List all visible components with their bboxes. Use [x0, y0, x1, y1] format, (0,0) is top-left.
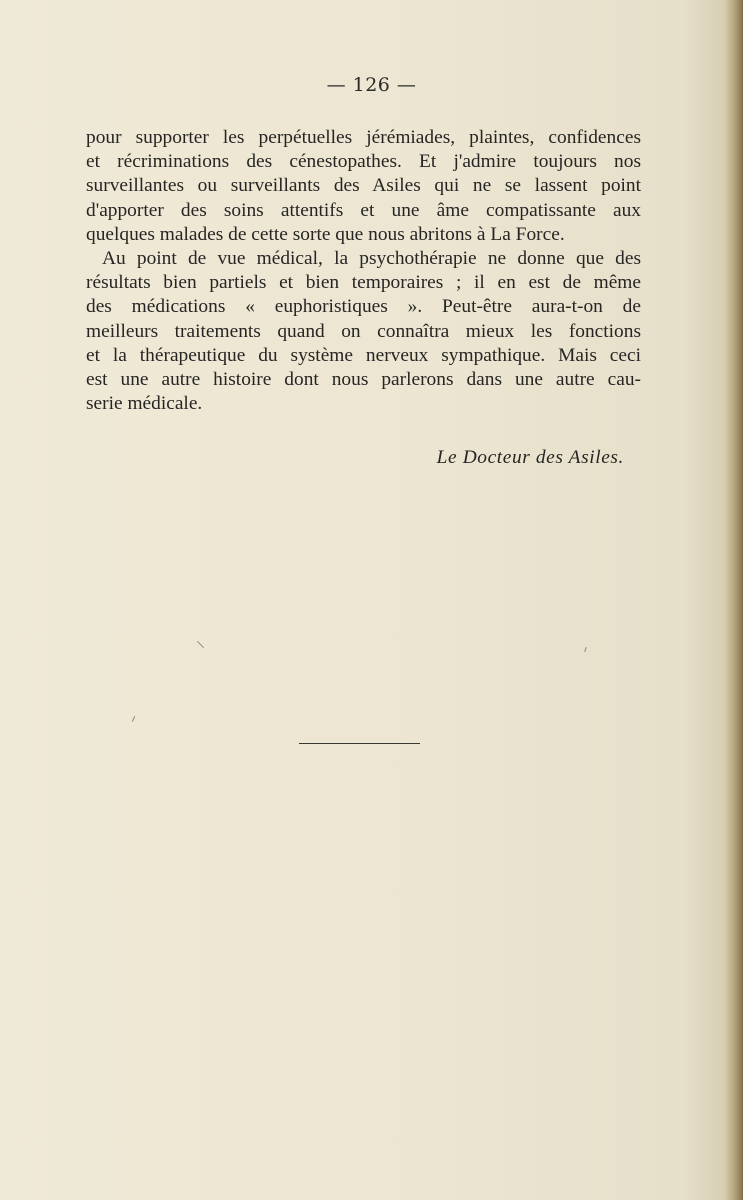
text-line: pour supporter les perpétuelles jérémiades, plaintes, confidences — [86, 127, 641, 148]
page-number: — 126 — — [326, 74, 417, 96]
paragraph-end-line: quelques malades de cette sorte que nous abritons à La Force. — [86, 223, 565, 245]
page-edge-shadow — [725, 0, 743, 1200]
paragraph-start-line: Au point de vue médical, la psychothérapie ne donne que des — [102, 248, 641, 270]
paper-speck — [584, 647, 587, 652]
paragraph-end-line: serie médicale. — [86, 393, 203, 415]
text-line: résultats bien partiels et bien temporaires ; il en est de même — [86, 272, 641, 294]
text-line: d'apporter des soins attentifs et une âme compatissante aux — [86, 199, 641, 221]
signature: Le Docteur des Asiles. — [436, 447, 624, 468]
body-text — [86, 126, 641, 416]
paper-speck — [197, 641, 204, 648]
text-line: et la thérapeutique du système nerveux sympathique. Mais ceci — [86, 344, 641, 366]
text-line: meilleurs traitements quand on connaîtra mieux les fonctions — [86, 320, 641, 342]
paper-speck — [132, 716, 135, 722]
text-line: est une autre histoire dont nous parlerons dans une autre cau- — [86, 369, 641, 391]
end-rule-divider — [299, 743, 420, 744]
text-line: et récriminations des cénestopathes. Et j'admire toujours nos — [86, 151, 641, 173]
text-line: surveillantes ou surveillants des Asiles qui ne se lassent point — [86, 175, 641, 197]
text-line: des médications « euphoristiques ». Peut-être aura-t-on de — [86, 296, 641, 318]
